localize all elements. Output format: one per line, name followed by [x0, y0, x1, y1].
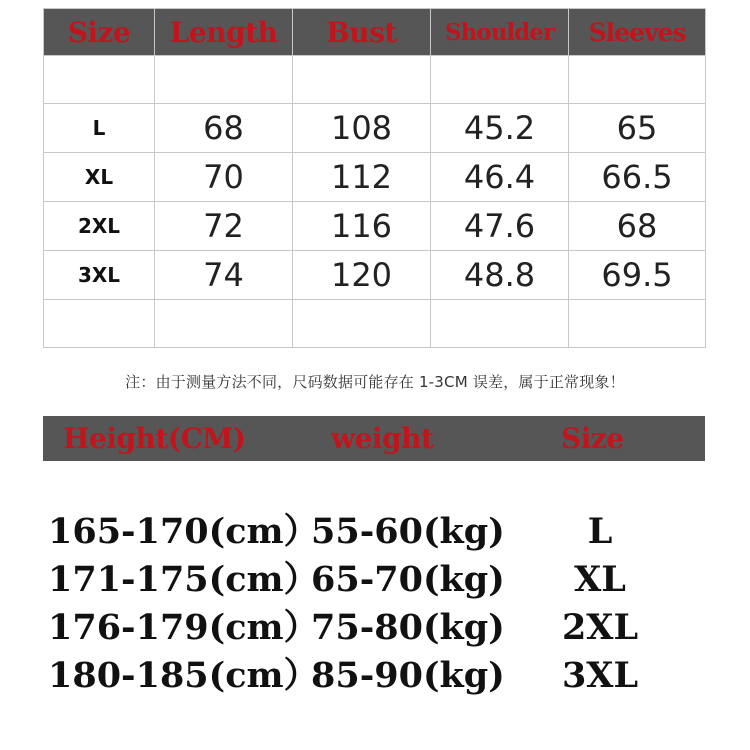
row-size: L — [44, 104, 155, 153]
table-row — [44, 251, 706, 300]
list-item — [0, 652, 750, 700]
row-size: 3XL — [44, 251, 155, 300]
header-height: Height(CM) — [63, 422, 246, 455]
row-bust: 116 — [293, 202, 431, 251]
recommended-size: L — [587, 511, 613, 552]
row-length: 70 — [155, 153, 293, 202]
recommended-size: 2XL — [561, 607, 639, 648]
header-length: Length — [155, 9, 293, 56]
empty-row-bottom — [44, 300, 706, 348]
height-range: 165-170(cm） — [48, 511, 319, 552]
table-row — [44, 153, 706, 202]
row-length: 68 — [155, 104, 293, 153]
measurement-note: 注：由于测量方法不同，尺码数据可能存在 1-3CM 误差，属于正常现象！ — [125, 373, 625, 391]
recommended-size: XL — [574, 559, 626, 600]
empty-row-top — [44, 56, 706, 104]
height-range: 180-185(cm） — [48, 655, 319, 696]
list-item — [0, 556, 750, 604]
weight-range: 65-70(kg) — [311, 559, 505, 600]
row-bust: 120 — [293, 251, 431, 300]
recommended-size: 3XL — [561, 655, 639, 696]
reference-header-bar — [43, 416, 705, 461]
row-shoulder: 45.2 — [431, 104, 569, 153]
row-sleeves: 66.5 — [569, 153, 706, 202]
header-sleeves: Sleeves — [569, 9, 706, 56]
row-bust: 112 — [293, 153, 431, 202]
list-item — [0, 508, 750, 556]
header-weight: weight — [331, 422, 434, 455]
table-row — [44, 104, 706, 153]
height-range: 176-179(cm） — [48, 607, 319, 648]
row-sleeves: 68 — [569, 202, 706, 251]
row-length: 72 — [155, 202, 293, 251]
table-row — [44, 202, 706, 251]
row-sleeves: 65 — [569, 104, 706, 153]
weight-range: 85-90(kg) — [311, 655, 505, 696]
header-bust: Bust — [293, 9, 431, 56]
size-recommendation-list — [0, 508, 750, 700]
row-shoulder: 46.4 — [431, 153, 569, 202]
row-bust: 108 — [293, 104, 431, 153]
row-size: XL — [44, 153, 155, 202]
height-range: 171-175(cm） — [48, 559, 319, 600]
header-shoulder: Shoulder — [431, 9, 569, 56]
header-size: Size — [44, 9, 155, 56]
weight-range: 55-60(kg) — [311, 511, 505, 552]
row-size: 2XL — [44, 202, 155, 251]
row-length: 74 — [155, 251, 293, 300]
header-size: Size — [561, 422, 624, 455]
weight-range: 75-80(kg) — [311, 607, 505, 648]
row-sleeves: 69.5 — [569, 251, 706, 300]
size-chart-table — [43, 8, 706, 348]
size-chart-header-row — [44, 9, 706, 56]
row-shoulder: 48.8 — [431, 251, 569, 300]
row-shoulder: 47.6 — [431, 202, 569, 251]
list-item — [0, 604, 750, 652]
